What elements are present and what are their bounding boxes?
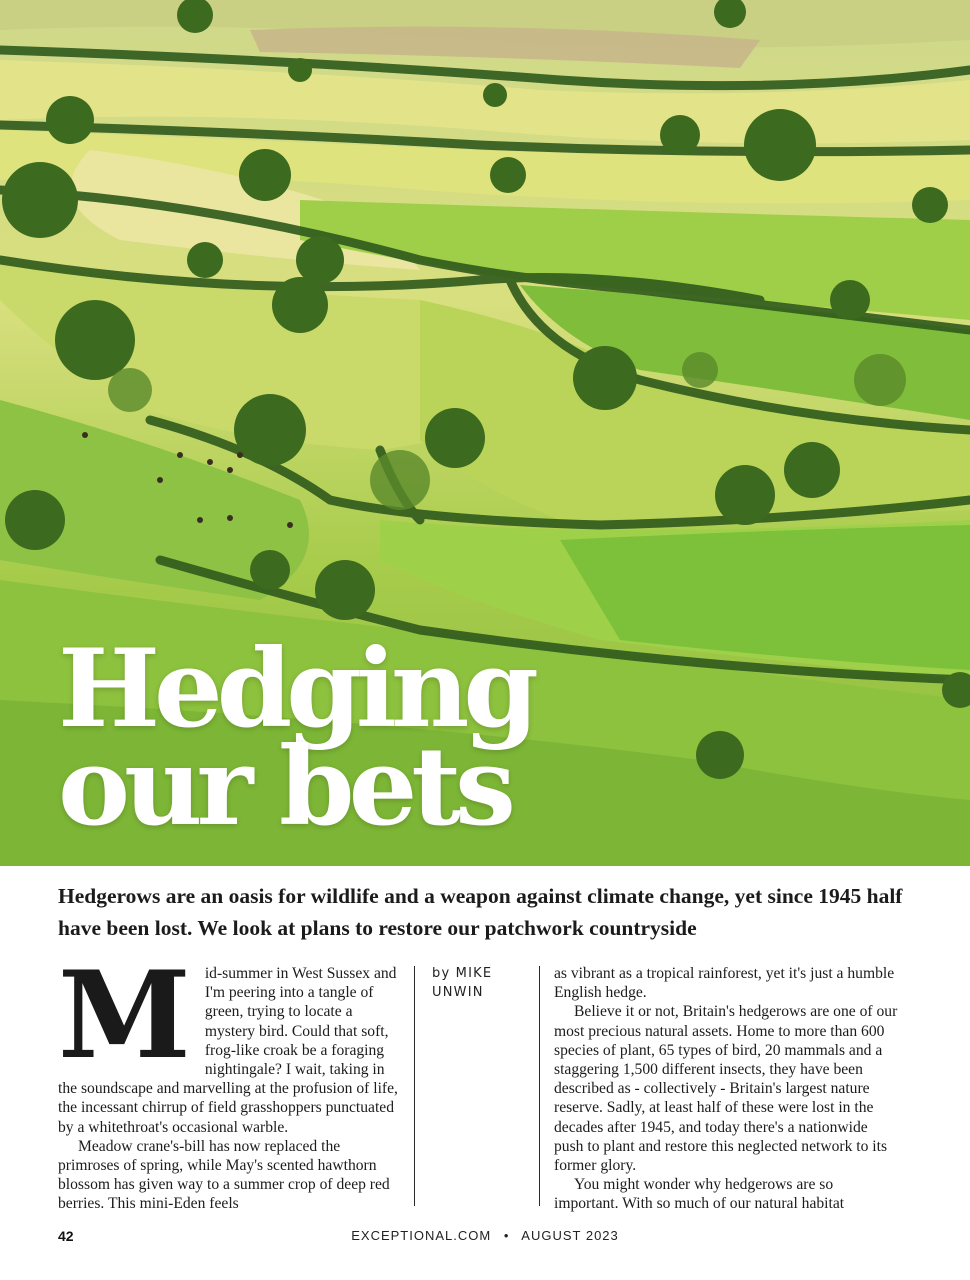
publication-name: EXCEPTIONAL.COM <box>351 1228 492 1243</box>
paragraph-2: Meadow crane's-bill has now replaced the primroses of spring, while May's scented hawthorn blossom has given way to a summer crop of deep red berries. This mini-Eden feels <box>58 1137 390 1213</box>
standfirst: Hedgerows are an oasis for wildlife and a weapon against climate change, yet since 1945 half have been lost. We look at plans to restore our patchwork countryside <box>58 884 903 940</box>
page-number: 42 <box>58 1228 74 1244</box>
column-divider-right <box>539 966 540 1206</box>
issue-date: AUGUST 2023 <box>521 1228 619 1243</box>
headline-line-2: our bets <box>58 724 510 850</box>
headline-line-1: Hedging <box>58 626 533 752</box>
drop-cap: M <box>58 945 191 1086</box>
paragraph-3: as vibrant as a tropical rainforest, yet it's just a humble English hedge. <box>554 965 895 1002</box>
footer-separator: • <box>503 1228 510 1243</box>
article-headline <box>58 626 533 850</box>
body-column-right <box>554 964 899 1214</box>
body-column-left <box>58 945 400 1214</box>
paragraph-5: You might wonder why hedgerows are so important. With so much of our natural habitat <box>554 1176 845 1213</box>
running-footer <box>0 1228 970 1243</box>
paragraph-4: Believe it or not, Britain's hedgerows are one of our most precious natural assets. Home to more than 600 species of plant, 65 types of bird, 20 mammals and a staggering 1,500 different insects, they have been described as - collectively - Britain's largest nature reserve. Sadly, at least half of these were lost in the decades after 1945, and today there's a nationwide push to plant and restore this neglected network to its former glory. <box>554 1003 898 1175</box>
paragraph-1-text: id-summer in West Sussex and I'm peering into a tangle of green, trying to locate a mystery bird. Could that soft, frog-like croak be a foraging nightingale? I wait, taking in the soundscape and marvelling at the profusion of life, the incessant chirrup of field grasshoppers punctuated by a whitethroat's occasional warble. <box>58 965 398 1136</box>
paragraph-1 <box>58 945 400 1137</box>
byline: by MIKE UNWIN <box>432 966 493 1000</box>
column-divider-left <box>414 966 415 1206</box>
